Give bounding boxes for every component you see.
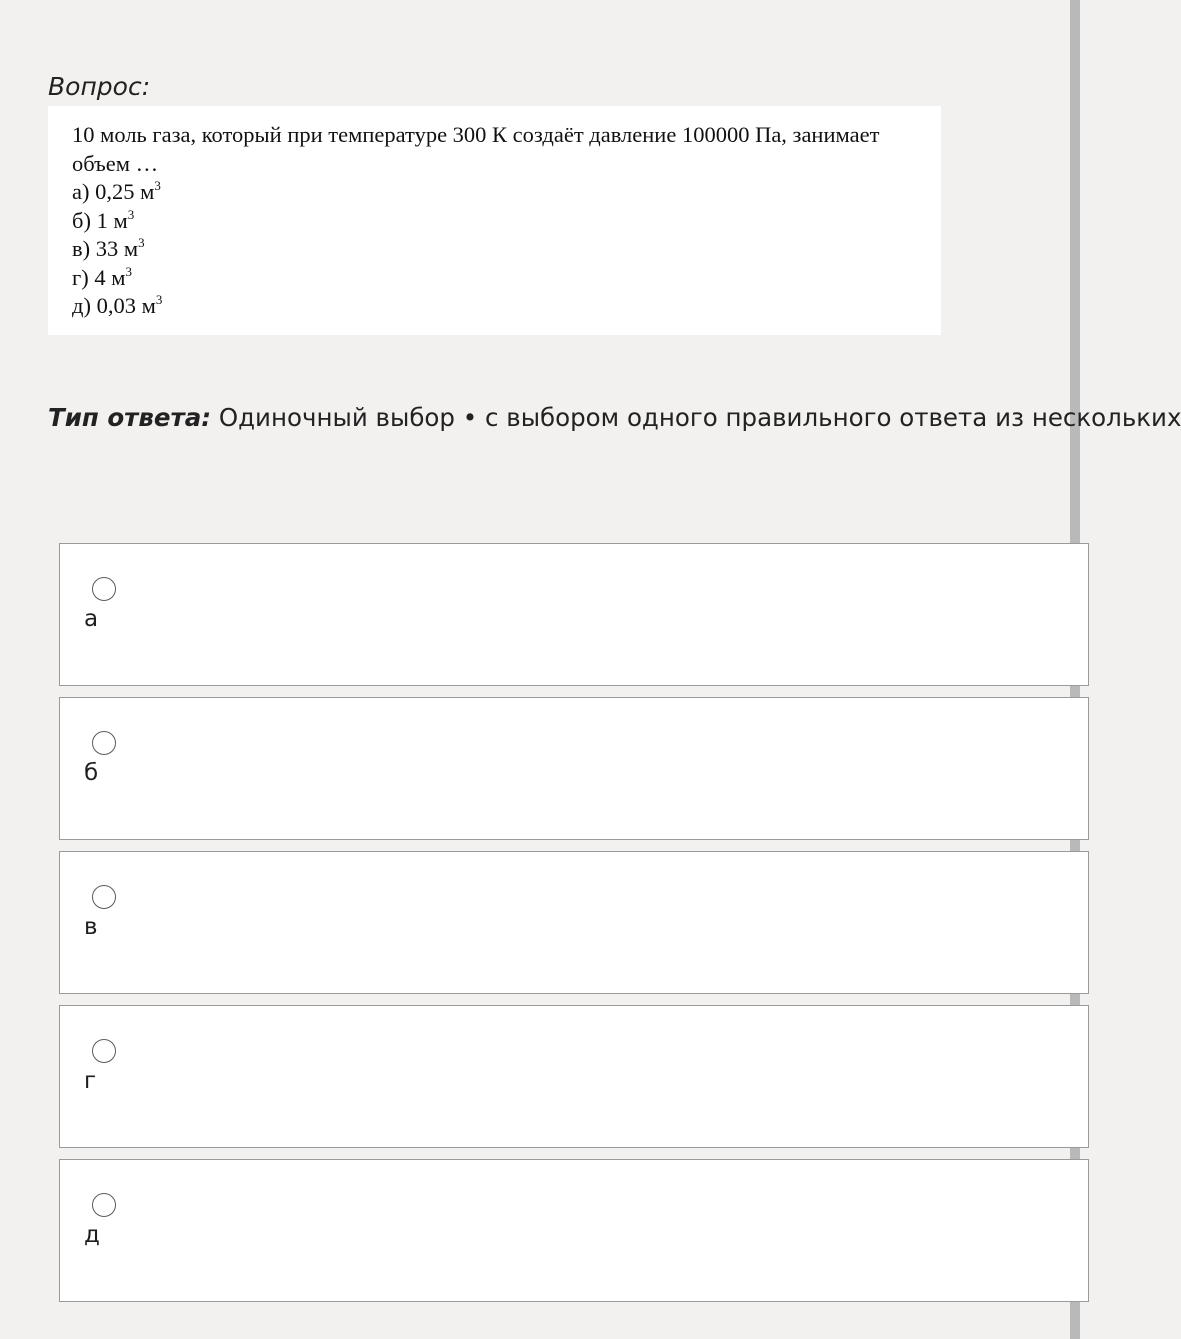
question-choice-v xyxy=(72,235,917,264)
answer-option-g[interactable] xyxy=(59,1005,1089,1148)
option-label: а xyxy=(84,606,99,632)
answer-option-d[interactable] xyxy=(59,1159,1089,1302)
choice-power: 3 xyxy=(127,206,135,222)
choice-value: 1 м xyxy=(96,207,128,233)
choice-prefix: а) xyxy=(72,179,90,204)
radio-button[interactable] xyxy=(92,1039,116,1063)
choice-value: 0,25 м xyxy=(95,179,155,204)
question-choice-g xyxy=(72,264,917,293)
choice-prefix: б) xyxy=(72,207,91,233)
choice-prefix: г) xyxy=(72,264,89,290)
option-label: г xyxy=(84,1068,97,1094)
radio-button[interactable] xyxy=(92,577,116,601)
radio-button[interactable] xyxy=(92,885,116,909)
option-label: в xyxy=(84,914,98,940)
radio-button[interactable] xyxy=(92,731,116,755)
option-label: д xyxy=(84,1222,100,1248)
choice-power: 3 xyxy=(138,235,145,250)
question-label: Вопрос: xyxy=(48,72,151,101)
question-box xyxy=(48,106,941,335)
question-text: 10 моль газа, который при температуре 300 К создаёт давление 100000 Па, занимает объем … xyxy=(72,122,880,176)
choice-power: 3 xyxy=(154,178,161,193)
answer-option-v[interactable] xyxy=(59,851,1089,994)
answer-type-label: Тип ответа: xyxy=(48,403,212,432)
answer-type xyxy=(48,403,1181,432)
choice-power: 3 xyxy=(125,263,132,279)
choice-value: 0,03 м xyxy=(96,293,156,318)
choice-power: 3 xyxy=(155,292,163,307)
answer-option-a[interactable] xyxy=(59,543,1089,686)
option-label: б xyxy=(84,760,99,786)
radio-button[interactable] xyxy=(92,1193,116,1217)
choice-value: 4 м xyxy=(94,264,126,290)
question-choice-d xyxy=(72,292,917,321)
choice-value: 33 м xyxy=(95,236,139,261)
answer-options xyxy=(59,543,1089,1313)
answer-type-value: Одиночный выбор • с выбором одного правильного ответа из нескольких xyxy=(218,403,1181,432)
answer-option-b[interactable] xyxy=(59,697,1089,840)
question-choice-b xyxy=(72,207,917,236)
choice-prefix: д) xyxy=(72,293,91,318)
question-choice-a xyxy=(72,178,917,207)
choice-prefix: в) xyxy=(72,236,91,261)
